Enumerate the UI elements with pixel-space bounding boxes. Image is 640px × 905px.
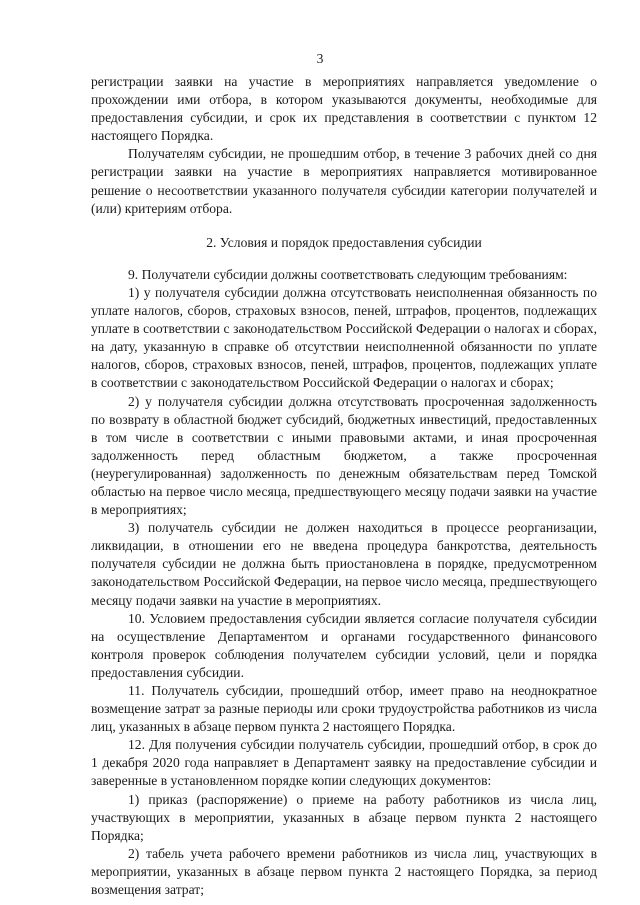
paragraph-item-9-1: 1) у получателя субсидии должна отсутствовать неисполненная обязанность по уплате налогов, сборов, страховых взносов, пеней, штрафов, процентов, подлежащих уплате в соответствии с законодательством Российской Федерации о налогах и сборах, на дату, указанную в справке об отсутствии неисполненной обязанности по уплате налогов, сборов, страховых взносов, пеней, штрафов, процентов, подлежащих уплате в соответствии с законодательством Российской Федерации о налогах и сборах; [91,284,597,391]
paragraph-item-9-2: 2) у получателя субсидии должна отсутствовать просроченная задолженность по возврату в областной бюджет субсидий, бюджетных инвестиций, предоставленных в том числе в соответствии с иными правовыми актами, и иная просроченная задолженность перед областным бюджетом, а также просроченная (неурегулированная) задолженность по денежным обязательствам перед Томской областью на первое число месяца, предшествующего месяцу подачи заявки на участие в мероприятиях; [91,393,597,518]
paragraph-item-9-3: 3) получатель субсидии не должен находиться в процессе реорганизации, ликвидации, в отношении его не введена процедура банкротства, деятельность получателя субсидии не должна быть приостановлена в порядке, предусмотренном законодательством Российской Федерации, на первое число месяца, предшествующего месяцу подачи заявки на участие в мероприятиях. [91,520,597,608]
page-number: 3 [316,51,324,66]
paragraph-rejection-notice: Получателям субсидии, не прошедшим отбор, в течение 3 рабочих дней со дня регистрации заявки на участие в мероприятиях направляется мотивированное решение о несоответствии указанного получателя субсидии категории получателей и (или) критериям отбора. [91,146,597,216]
paragraph-item-9: 9. Получатели субсидии должны соответствовать следующим требованиям: [128,266,568,282]
section-heading: 2. Условия и порядок предоставления субсидии [206,234,482,250]
document-body [91,73,597,899]
paragraph-continuation: регистрации заявки на участие в мероприятиях направляется уведомление о прохождении ими отбора, в котором указываются документы, необходимые для предоставления субсидии, и срок их представления в соответствии с пунктом 12 настоящего Порядка. [91,74,597,144]
paragraph-item-10: 10. Условием предоставления субсидии является согласие получателя субсидии на осуществление Департаментом и органами государственного финансового контроля проверок соблюдения получателем субсидии условий, цели и порядка предоставления субсидии. [91,610,597,680]
paragraph-item-12-1: 1) приказ (распоряжение) о приеме на работу работников из числа лиц, участвующих в мероприятии, указанных в абзаце первом пункта 2 настоящего Порядка; [91,791,597,843]
paragraph-item-12: 12. Для получения субсидии получатель субсидии, прошедший отбор, в срок до 1 декабря 2020 года направляет в Департамент заявку на предоставление субсидии и заверенные в установленном порядке копии следующих документов: [91,737,597,789]
paragraph-item-12-2: 2) табель учета рабочего времени работников из числа лиц, участвующих в мероприятии, указанных в абзаце первом пункта 2 настоящего Порядка, за период возмещения затрат; [91,845,597,898]
paragraph-item-11: 11. Получатель субсидии, прошедший отбор, имеет право на неоднократное возмещение затрат за разные периоды или сроки трудоустройства работников из числа лиц, указанных в абзаце первом пункта 2 настоящего Порядка. [91,683,597,735]
